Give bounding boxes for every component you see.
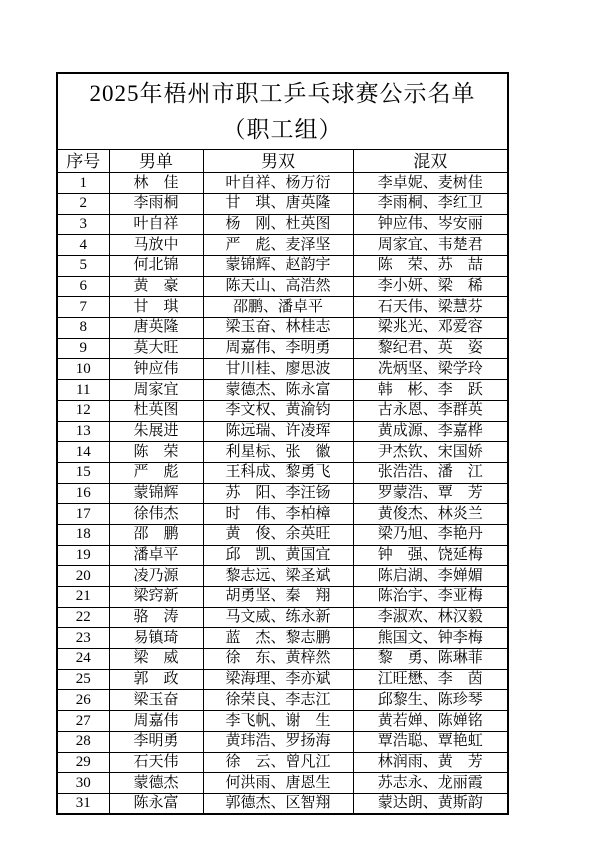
- table-row: [57, 711, 508, 732]
- row-number-cell: 8: [57, 318, 109, 339]
- mixed-doubles-cell: 古永恩、李群英: [353, 400, 508, 421]
- mens-doubles-cell: 王科成、黎勇飞: [203, 462, 353, 483]
- row-number-cell: 6: [57, 276, 109, 297]
- row-number-cell: 20: [57, 566, 109, 587]
- table-row: [57, 649, 508, 670]
- table-row: [57, 421, 508, 442]
- mixed-doubles-cell: 苏志永、龙丽霞: [353, 773, 508, 794]
- table-row: [57, 235, 508, 256]
- mixed-doubles-cell: 江旺懋、李 茵: [353, 669, 508, 690]
- mixed-doubles-cell: 黄俊杰、林炎兰: [353, 504, 508, 525]
- mixed-doubles-cell: 韩 彬、李 跃: [353, 380, 508, 401]
- mens-singles-cell: 陈永富: [109, 793, 203, 814]
- mens-doubles-cell: 黄玮浩、罗扬海: [203, 731, 353, 752]
- row-number-cell: 15: [57, 462, 109, 483]
- table-row: [57, 566, 508, 587]
- column-header-number: 序号: [57, 150, 109, 173]
- mixed-doubles-cell: 罗蒙浩、覃 芳: [353, 483, 508, 504]
- row-number-cell: 7: [57, 297, 109, 318]
- mens-singles-cell: 莫大旺: [109, 338, 203, 359]
- mens-singles-cell: 梁 威: [109, 649, 203, 670]
- table-row: [57, 400, 508, 421]
- mixed-doubles-cell: 蒙达朗、黄斯韵: [353, 793, 508, 814]
- page-title: [57, 73, 508, 150]
- mens-doubles-cell: 利星标、张 徽: [203, 442, 353, 463]
- mens-doubles-cell: 蒙德杰、陈永富: [203, 380, 353, 401]
- mixed-doubles-cell: 尹杰钦、宋国娇: [353, 442, 508, 463]
- mens-singles-cell: 骆 涛: [109, 607, 203, 628]
- mens-doubles-cell: 杨 刚、杜英图: [203, 214, 353, 235]
- mixed-doubles-cell: 李小妍、梁 稀: [353, 276, 508, 297]
- table-row: [57, 462, 508, 483]
- row-number-cell: 12: [57, 400, 109, 421]
- mens-doubles-cell: 严 彪、麦泽坚: [203, 235, 353, 256]
- mixed-doubles-cell: 陈治宇、李亚梅: [353, 587, 508, 608]
- row-number-cell: 9: [57, 338, 109, 359]
- table-row: [57, 504, 508, 525]
- mens-doubles-cell: 胡勇坚、秦 翔: [203, 587, 353, 608]
- mens-singles-cell: 梁窍新: [109, 587, 203, 608]
- mixed-doubles-cell: 李雨桐、李红卫: [353, 193, 508, 214]
- mens-doubles-cell: 黄 俊、余英旺: [203, 524, 353, 545]
- mixed-doubles-cell: 黄若婵、陈婵铭: [353, 711, 508, 732]
- mens-doubles-cell: 蓝 杰、黎志鹏: [203, 628, 353, 649]
- mens-singles-cell: 叶自祥: [109, 214, 203, 235]
- mens-doubles-cell: 何洪雨、唐恩生: [203, 773, 353, 794]
- row-number-cell: 1: [57, 173, 109, 194]
- mens-singles-cell: 潘卓平: [109, 545, 203, 566]
- mens-singles-cell: 郭 政: [109, 669, 203, 690]
- mens-doubles-cell: 徐 东、黄梓然: [203, 649, 353, 670]
- table-row: [57, 524, 508, 545]
- column-header-mens-singles: 男单: [109, 150, 203, 173]
- mens-doubles-cell: 甘川桂、廖思波: [203, 359, 353, 380]
- mens-doubles-cell: 梁玉奋、林桂志: [203, 318, 353, 339]
- table-row: [57, 773, 508, 794]
- mixed-doubles-cell: 周家宜、韦楚君: [353, 235, 508, 256]
- row-number-cell: 21: [57, 587, 109, 608]
- row-number-cell: 28: [57, 731, 109, 752]
- table-row: [57, 318, 508, 339]
- header-row: [57, 150, 508, 173]
- row-number-cell: 25: [57, 669, 109, 690]
- row-number-cell: 11: [57, 380, 109, 401]
- row-number-cell: 5: [57, 256, 109, 277]
- mens-singles-cell: 石天伟: [109, 752, 203, 773]
- mens-doubles-cell: 邵鹏、潘卓平: [203, 297, 353, 318]
- row-number-cell: 13: [57, 421, 109, 442]
- row-number-cell: 30: [57, 773, 109, 794]
- mens-singles-cell: 李雨桐: [109, 193, 203, 214]
- mens-singles-cell: 何北锦: [109, 256, 203, 277]
- row-number-cell: 26: [57, 690, 109, 711]
- mens-doubles-cell: 叶自祥、杨万衍: [203, 173, 353, 194]
- page-title-line2: （职工组）: [222, 116, 343, 142]
- table-row: [57, 628, 508, 649]
- table-row: [57, 276, 508, 297]
- column-header-mixed-doubles: 混双: [353, 150, 508, 173]
- mens-singles-cell: 易镇琦: [109, 628, 203, 649]
- table-row: [57, 256, 508, 277]
- mens-doubles-cell: 黎志远、梁圣斌: [203, 566, 353, 587]
- mens-singles-cell: 蒙锦辉: [109, 483, 203, 504]
- mens-doubles-cell: 陈天山、高浩然: [203, 276, 353, 297]
- mens-singles-cell: 周家宜: [109, 380, 203, 401]
- mens-doubles-cell: 梁海理、李亦斌: [203, 669, 353, 690]
- mens-singles-cell: 李明勇: [109, 731, 203, 752]
- mens-doubles-cell: 马文威、练永新: [203, 607, 353, 628]
- mixed-doubles-cell: 冼炳坚、梁学玲: [353, 359, 508, 380]
- roster-table: [56, 72, 509, 815]
- column-header-mens-doubles: 男双: [203, 150, 353, 173]
- mixed-doubles-cell: 钟 强、饶延梅: [353, 545, 508, 566]
- mens-singles-cell: 梁玉奋: [109, 690, 203, 711]
- table-row: [57, 214, 508, 235]
- table-row: [57, 193, 508, 214]
- mens-doubles-cell: 李文权、黄渝钧: [203, 400, 353, 421]
- mens-doubles-cell: 时 伟、李柏樟: [203, 504, 353, 525]
- mixed-doubles-cell: 张浩浩、潘 江: [353, 462, 508, 483]
- row-number-cell: 27: [57, 711, 109, 732]
- mens-singles-cell: 周嘉伟: [109, 711, 203, 732]
- mens-singles-cell: 朱展进: [109, 421, 203, 442]
- mens-singles-cell: 钟应伟: [109, 359, 203, 380]
- mens-singles-cell: 杜英图: [109, 400, 203, 421]
- table-row: [57, 731, 508, 752]
- table-row: [57, 690, 508, 711]
- table-row: [57, 483, 508, 504]
- row-number-cell: 23: [57, 628, 109, 649]
- table-row: [57, 607, 508, 628]
- mixed-doubles-cell: 林润雨、黄 芳: [353, 752, 508, 773]
- table-row: [57, 380, 508, 401]
- mens-doubles-cell: 周嘉伟、李明勇: [203, 338, 353, 359]
- row-number-cell: 3: [57, 214, 109, 235]
- row-number-cell: 16: [57, 483, 109, 504]
- title-row: [57, 73, 508, 150]
- mixed-doubles-cell: 陈启湖、李婵媚: [353, 566, 508, 587]
- mixed-doubles-cell: 石天伟、梁慧芬: [353, 297, 508, 318]
- mixed-doubles-cell: 邱黎生、陈珍琴: [353, 690, 508, 711]
- mens-singles-cell: 林 佳: [109, 173, 203, 194]
- mens-doubles-cell: 甘 琪、唐英隆: [203, 193, 353, 214]
- mens-doubles-cell: 陈远瑞、许凌珲: [203, 421, 353, 442]
- mens-singles-cell: 蒙德杰: [109, 773, 203, 794]
- table-row: [57, 587, 508, 608]
- page-title-line1: 2025年梧州市职工乒乓球赛公示名单: [89, 81, 476, 106]
- mens-singles-cell: 甘 琪: [109, 297, 203, 318]
- mixed-doubles-cell: 陈 荣、苏 喆: [353, 256, 508, 277]
- row-number-cell: 19: [57, 545, 109, 566]
- table-row: [57, 752, 508, 773]
- row-number-cell: 2: [57, 193, 109, 214]
- mens-singles-cell: 黄 豪: [109, 276, 203, 297]
- mens-singles-cell: 徐伟杰: [109, 504, 203, 525]
- row-number-cell: 31: [57, 793, 109, 814]
- mens-doubles-cell: 徐 云、曾凡江: [203, 752, 353, 773]
- mens-doubles-cell: 郭德杰、区智翔: [203, 793, 353, 814]
- row-number-cell: 17: [57, 504, 109, 525]
- table-row: [57, 359, 508, 380]
- row-number-cell: 24: [57, 649, 109, 670]
- mixed-doubles-cell: 黎 勇、陈琳菲: [353, 649, 508, 670]
- row-number-cell: 4: [57, 235, 109, 256]
- mens-singles-cell: 凌乃源: [109, 566, 203, 587]
- row-number-cell: 18: [57, 524, 109, 545]
- row-number-cell: 22: [57, 607, 109, 628]
- mens-doubles-cell: 苏 阳、李汪钖: [203, 483, 353, 504]
- row-number-cell: 29: [57, 752, 109, 773]
- mens-doubles-cell: 邱 凯、黄国宜: [203, 545, 353, 566]
- mixed-doubles-cell: 李卓妮、麦树佳: [353, 173, 508, 194]
- table-row: [57, 545, 508, 566]
- mens-singles-cell: 陈 荣: [109, 442, 203, 463]
- mens-singles-cell: 马放中: [109, 235, 203, 256]
- mixed-doubles-cell: 李淑欢、林汉毅: [353, 607, 508, 628]
- table-row: [57, 442, 508, 463]
- mixed-doubles-cell: 钟应伟、岑安丽: [353, 214, 508, 235]
- mixed-doubles-cell: 梁乃旭、李艳丹: [353, 524, 508, 545]
- table-row: [57, 297, 508, 318]
- mixed-doubles-cell: 覃浩聪、覃艳虹: [353, 731, 508, 752]
- mixed-doubles-cell: 黎纪君、英 姿: [353, 338, 508, 359]
- row-number-cell: 10: [57, 359, 109, 380]
- mens-doubles-cell: 蒙锦辉、赵韵宇: [203, 256, 353, 277]
- table-row: [57, 338, 508, 359]
- row-number-cell: 14: [57, 442, 109, 463]
- mens-singles-cell: 邵 鹏: [109, 524, 203, 545]
- mens-doubles-cell: 徐荣良、李志江: [203, 690, 353, 711]
- table-row: [57, 173, 508, 194]
- table-row: [57, 793, 508, 814]
- mens-singles-cell: 严 彪: [109, 462, 203, 483]
- mixed-doubles-cell: 熊国文、钟李梅: [353, 628, 508, 649]
- mens-doubles-cell: 李飞帆、谢 生: [203, 711, 353, 732]
- mixed-doubles-cell: 黄成源、李嘉桦: [353, 421, 508, 442]
- table-row: [57, 669, 508, 690]
- mens-singles-cell: 唐英隆: [109, 318, 203, 339]
- mixed-doubles-cell: 梁兆光、邓爱容: [353, 318, 508, 339]
